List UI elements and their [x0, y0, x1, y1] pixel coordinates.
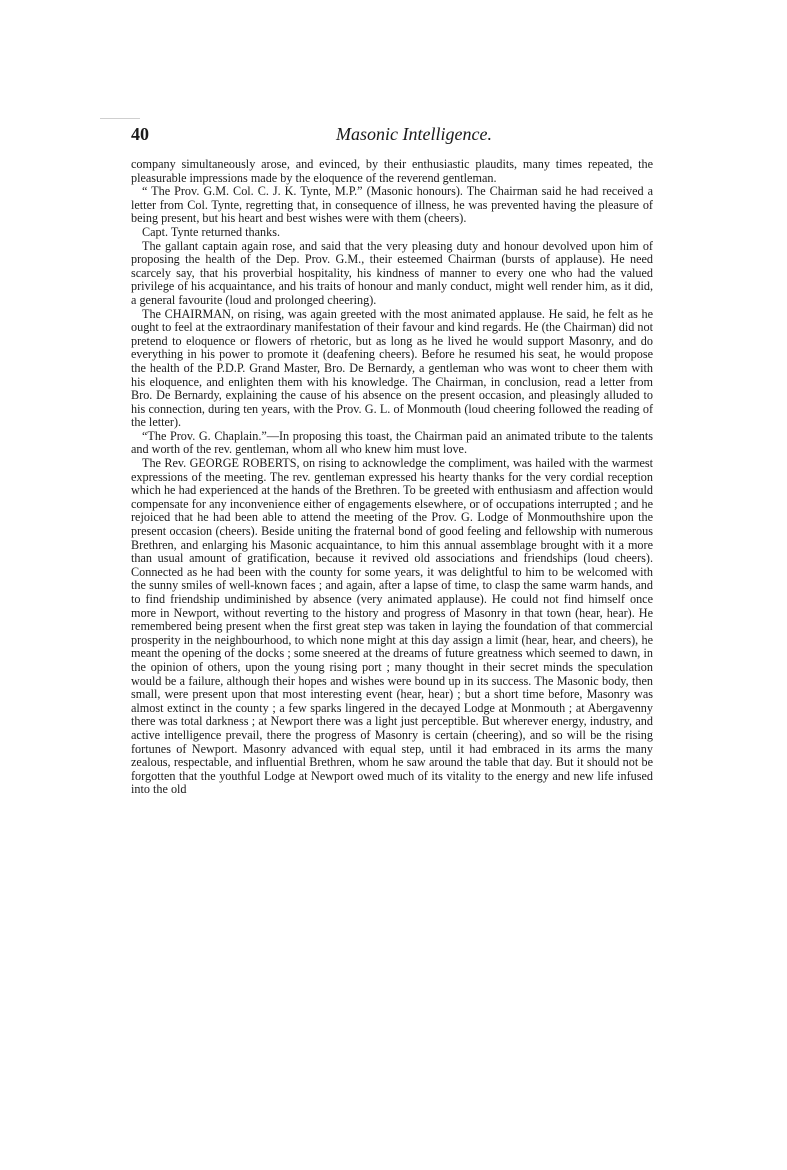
paragraph: “ The Prov. G.M. Col. C. J. K. Tynte, M.P.” (Masonic honours). The Chairman said he had received a letter from Col. Tynte, regretting that, in consequence of illness, he was prevented having the pleasure of being present, but his heart and best wishes were with them (cheers). [131, 184, 653, 226]
paragraph: The CHAIRMAN, on rising, was again greeted with the most animated applause. He said, he felt as he ought to feel at the extraordinary manifestation of their favour and kind regards. He (the Chairman) did not pretend to eloquence or flowers of rhetoric, but as long as he lived he would support Masonry, and do everything in his power to promote it (deafening cheers). Before he resumed his seat, he would propose the health of the P.D.P. Grand Master, Bro. De Bernardy, a gentleman who was wont to cheer them with his eloquence, and enlighten them with his knowledge. The Chairman, in conclusion, read a letter from Bro. De Bernardy, explaining the cause of his absence on the present occasion, and pleasingly alluded to his connection, during ten years, with the Prov. G. L. of Monmouth (loud cheering followed the reading of the letter). [131, 306, 653, 430]
paragraph: The gallant captain again rose, and said that the very pleasing duty and honour devolved upon him of proposing the health of the Dep. Prov. G.M., their esteemed Chairman (bursts of applause). He need scarcely say, that his proverbial hospitality, his kindness of manner to every one who had the valued privilege of his acquaintance, and his traits of honour and manly conduct, might well render him, as it did, a general favourite (loud and prolonged cheering). [131, 238, 653, 307]
running-title: Masonic Intelligence. [336, 124, 492, 144]
paragraph: Capt. Tynte returned thanks. [142, 224, 281, 239]
paragraph: “The Prov. G. Chaplain.”—In proposing this toast, the Chairman paid an animated tribute to the talents and worth of the rev. gentleman, whom all who knew him must love. [131, 428, 653, 457]
page-header [131, 120, 653, 146]
paragraph: The Rev. GEORGE ROBERTS, on rising to acknowledge the compliment, was hailed with the warmest expressions of the meeting. The rev. gentleman expressed his hearty thanks for the very cordial reception which he had experienced at the hands of the Brethren. To be greeted with enthusiasm and affection would compensate for any inconvenience either of engagements elsewhere, or of occupations interrupted ; and he rejoiced that he had been able to attend the meeting of the Prov. G. Lodge of Monmouthshire upon the present occasion (cheers). Beside uniting the fraternal bond of good feeling and fellowship with numerous Brethren, and enlarging his Masonic acquaintance, to him this annual assemblage brought with it a more than usual amount of gratification, because it revived old associations and friendships (loud cheers). Connected as he had been with the county for some years, it was delightful to him to be welcomed with the sunny smiles of well-known faces ; and again, after a lapse of time, to clasp the same warm hands, and to find friendship undiminished by absence (very animated applause). He could not find himself once more in Newport, without reverting to the history and progress of Masonry in that town (hear, hear). He remembered being present when the first great step was taken in laying the foundation of that commercial prosperity in the neighbourhood, to which none might at this day assign a limit (hear, hear, and cheers), he meant the opening of the docks ; some sneered at the dreams of future greatness which seemed to dawn, in the opinion of others, upon the young rising port ; many thought in their secret minds the speculation would be a failure, although their hopes and wishes were bound up in its success. The Masonic body, then small, were present upon that most interesting event (hear, hear) ; but a short time before, Masonry was almost extinct in the county ; a few sparks lingered in the decayed Lodge at Monmouth ; at Abergavenny there was total darkness ; at Newport there was a light just perceptible. But wherever energy, industry, and active intelligence prevail, there the progress of Masonry is certain (cheering), and so will be the rising fortunes of Newport. Masonry advanced with equal step, until it had embraced in its arms the many zealous, respectable, and influential Brethren, whom he saw around the table that day. But it should not be forgotten that the youthful Lodge at Newport owed much of its vitality to the energy and new life infused into the old [131, 456, 653, 797]
article-body [131, 158, 653, 797]
paragraph: company simultaneously arose, and evinced, by their enthusiastic plaudits, many times repeated, the pleasurable impressions made by the eloquence of the reverend gentleman. [131, 157, 653, 185]
top-edge-mark [100, 118, 140, 119]
page-number: 40 [131, 124, 149, 144]
